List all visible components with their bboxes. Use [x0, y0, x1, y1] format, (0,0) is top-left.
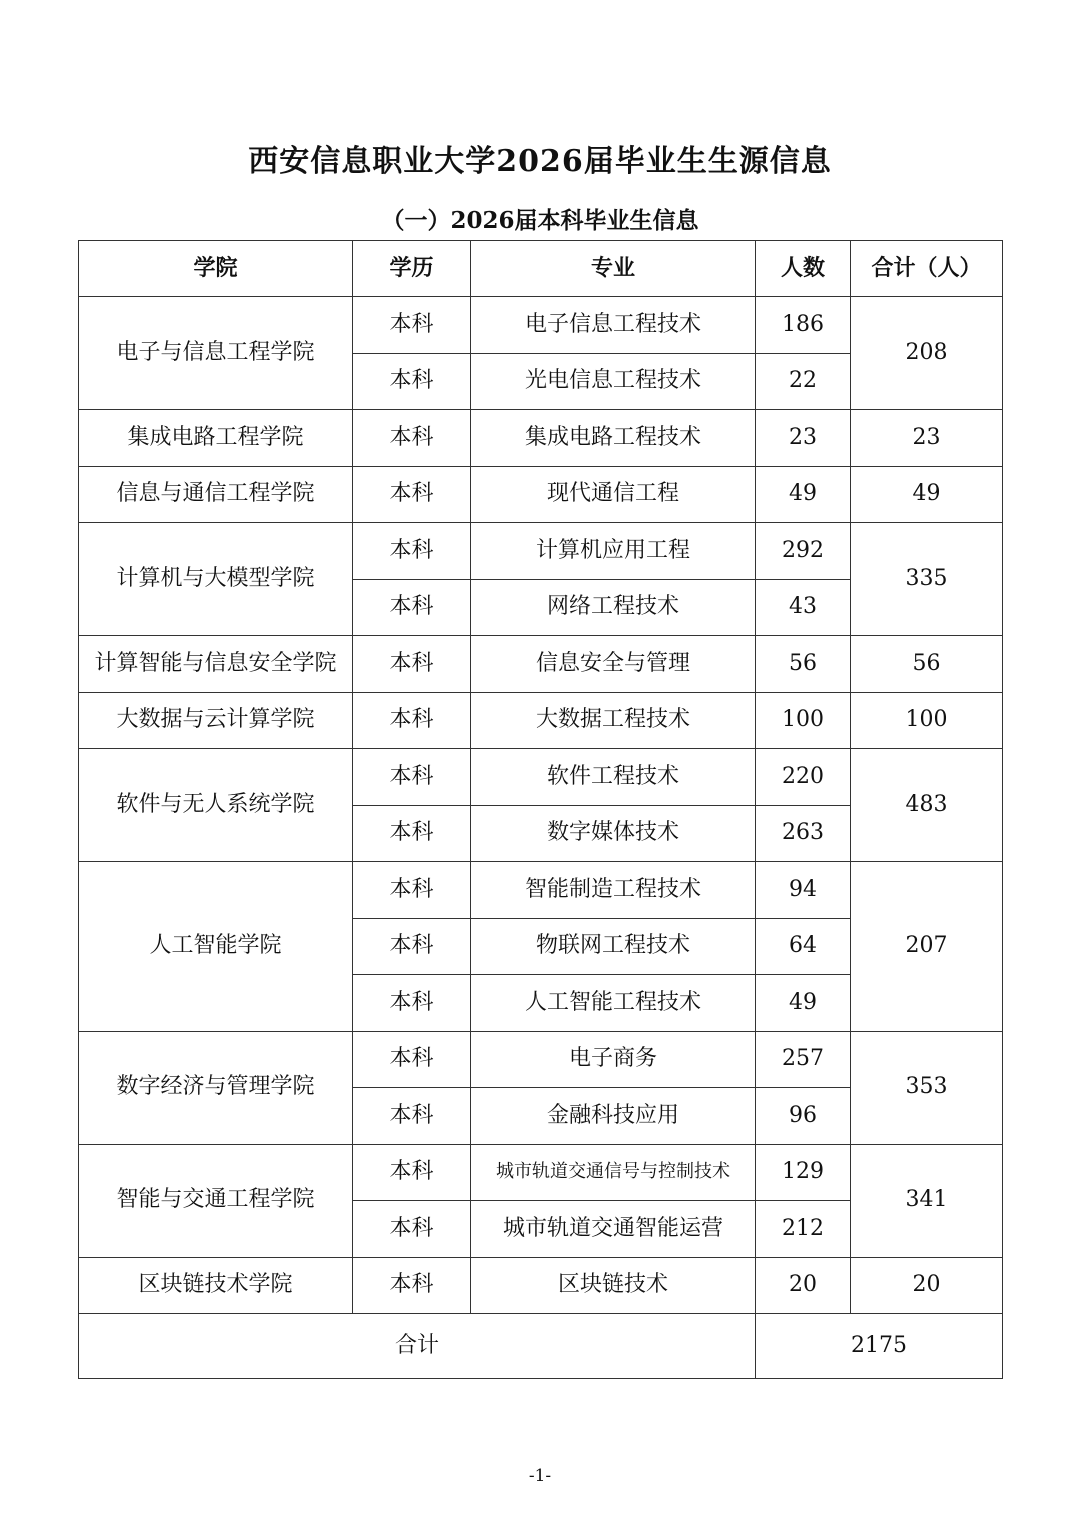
count-cell: 263	[756, 805, 851, 862]
college-cell: 集成电路工程学院	[79, 410, 353, 467]
major-cell: 物联网工程技术	[471, 918, 756, 975]
major-cell: 电子信息工程技术	[471, 297, 756, 354]
header-degree: 学历	[353, 241, 471, 297]
table-row	[79, 523, 1003, 580]
major-cell: 现代通信工程	[471, 466, 756, 523]
graduates-table	[78, 240, 1003, 1379]
degree-cell: 本科	[353, 1201, 471, 1258]
page-number: -1-	[528, 1466, 552, 1486]
major-cell: 人工智能工程技术	[471, 975, 756, 1032]
degree-cell: 本科	[353, 749, 471, 806]
college-cell: 计算智能与信息安全学院	[79, 636, 353, 693]
degree-cell: 本科	[353, 918, 471, 975]
degree-cell: 本科	[353, 636, 471, 693]
count-cell: 94	[756, 862, 851, 919]
major-cell: 城市轨道交通智能运营	[471, 1201, 756, 1258]
subtotal-cell: 100	[851, 692, 1003, 749]
header-count: 人数	[756, 241, 851, 297]
college-cell: 智能与交通工程学院	[79, 1144, 353, 1257]
count-cell: 49	[756, 975, 851, 1032]
header-college: 学院	[79, 241, 353, 297]
table-row	[79, 466, 1003, 523]
count-cell: 129	[756, 1144, 851, 1201]
count-cell: 20	[756, 1257, 851, 1314]
college-cell: 大数据与云计算学院	[79, 692, 353, 749]
count-cell: 292	[756, 523, 851, 580]
page-title: 西安信息职业大学2026届毕业生生源信息	[248, 144, 832, 179]
count-cell: 56	[756, 636, 851, 693]
major-cell: 软件工程技术	[471, 749, 756, 806]
major-cell: 大数据工程技术	[471, 692, 756, 749]
degree-cell: 本科	[353, 1144, 471, 1201]
count-cell: 43	[756, 579, 851, 636]
table-row	[79, 297, 1003, 354]
table-header-row	[79, 241, 1003, 297]
college-cell: 区块链技术学院	[79, 1257, 353, 1314]
degree-cell: 本科	[353, 692, 471, 749]
count-cell: 49	[756, 466, 851, 523]
total-label: 合计	[79, 1314, 756, 1379]
major-cell: 信息安全与管理	[471, 636, 756, 693]
count-cell: 23	[756, 410, 851, 467]
college-cell: 计算机与大模型学院	[79, 523, 353, 636]
count-cell: 257	[756, 1031, 851, 1088]
degree-cell: 本科	[353, 1031, 471, 1088]
college-cell: 软件与无人系统学院	[79, 749, 353, 862]
table-row	[79, 1144, 1003, 1201]
count-cell: 100	[756, 692, 851, 749]
table-row	[79, 692, 1003, 749]
count-cell: 22	[756, 353, 851, 410]
subtotal-cell: 20	[851, 1257, 1003, 1314]
college-cell: 人工智能学院	[79, 862, 353, 1032]
college-cell: 信息与通信工程学院	[79, 466, 353, 523]
subtotal-cell: 208	[851, 297, 1003, 410]
degree-cell: 本科	[353, 1257, 471, 1314]
header-major: 专业	[471, 241, 756, 297]
major-cell: 网络工程技术	[471, 579, 756, 636]
subtotal-cell: 335	[851, 523, 1003, 636]
section-subtitle: （一）2026届本科毕业生信息	[381, 207, 699, 234]
major-cell: 智能制造工程技术	[471, 862, 756, 919]
college-cell: 电子与信息工程学院	[79, 297, 353, 410]
table-row	[79, 410, 1003, 467]
table-row	[79, 862, 1003, 919]
subtotal-cell: 353	[851, 1031, 1003, 1144]
subtotal-cell: 207	[851, 862, 1003, 1032]
degree-cell: 本科	[353, 975, 471, 1032]
table-row	[79, 636, 1003, 693]
count-cell: 220	[756, 749, 851, 806]
count-cell: 212	[756, 1201, 851, 1258]
degree-cell: 本科	[353, 353, 471, 410]
major-cell: 城市轨道交通信号与控制技术	[471, 1144, 756, 1201]
total-value: 2175	[756, 1314, 1003, 1379]
subtotal-cell: 56	[851, 636, 1003, 693]
degree-cell: 本科	[353, 410, 471, 467]
count-cell: 64	[756, 918, 851, 975]
subtotal-cell: 23	[851, 410, 1003, 467]
degree-cell: 本科	[353, 579, 471, 636]
header-subtotal: 合计（人）	[851, 241, 1003, 297]
table-row	[79, 1031, 1003, 1088]
subtotal-cell: 483	[851, 749, 1003, 862]
count-cell: 96	[756, 1088, 851, 1145]
table-row	[79, 1257, 1003, 1314]
degree-cell: 本科	[353, 805, 471, 862]
major-cell: 计算机应用工程	[471, 523, 756, 580]
major-cell: 光电信息工程技术	[471, 353, 756, 410]
degree-cell: 本科	[353, 1088, 471, 1145]
degree-cell: 本科	[353, 297, 471, 354]
total-row	[79, 1314, 1003, 1379]
college-cell: 数字经济与管理学院	[79, 1031, 353, 1144]
major-cell: 电子商务	[471, 1031, 756, 1088]
major-cell: 金融科技应用	[471, 1088, 756, 1145]
table-row	[79, 749, 1003, 806]
major-cell: 区块链技术	[471, 1257, 756, 1314]
subtotal-cell: 49	[851, 466, 1003, 523]
subtotal-cell: 341	[851, 1144, 1003, 1257]
major-cell: 集成电路工程技术	[471, 410, 756, 467]
degree-cell: 本科	[353, 523, 471, 580]
count-cell: 186	[756, 297, 851, 354]
degree-cell: 本科	[353, 862, 471, 919]
degree-cell: 本科	[353, 466, 471, 523]
major-cell: 数字媒体技术	[471, 805, 756, 862]
